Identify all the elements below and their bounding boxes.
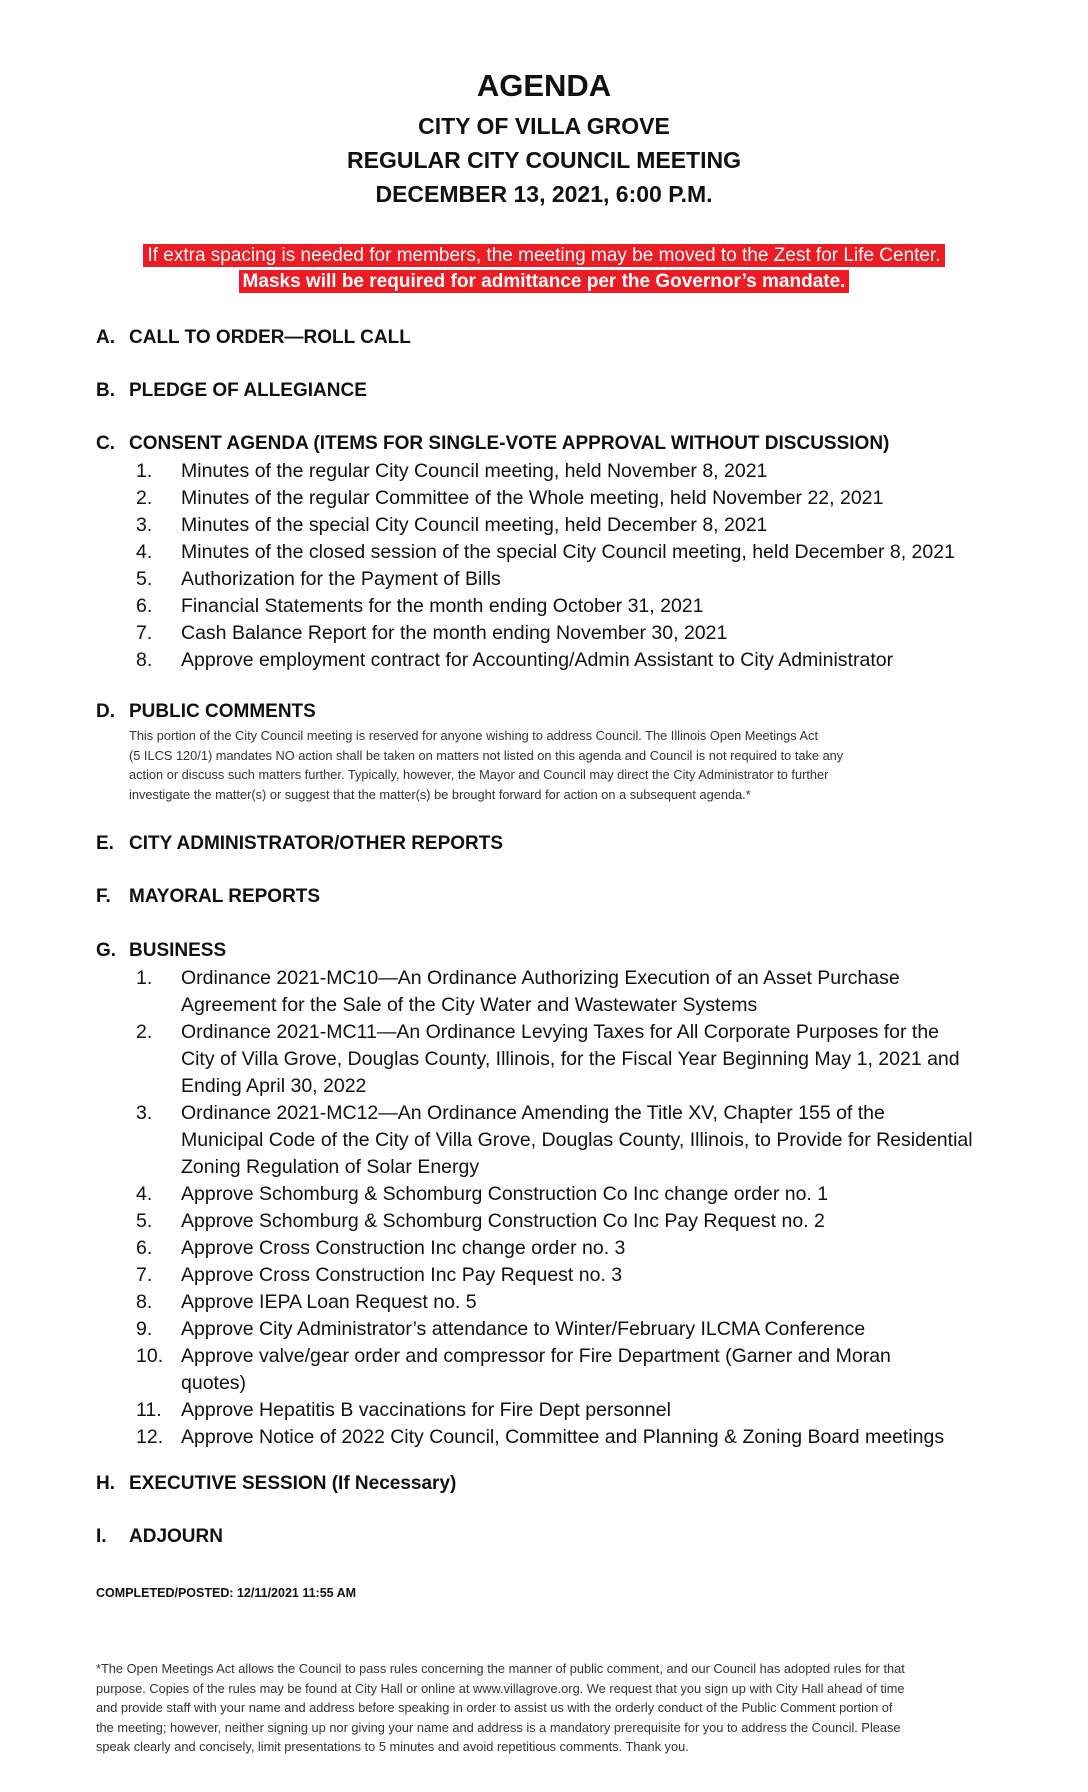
section-e-heading: E. CITY ADMINISTRATOR/OTHER REPORTS	[96, 833, 504, 854]
list-item: 7. Approve Cross Construction Inc Pay Request no. 3	[136, 1264, 623, 1286]
section-h-heading: H. EXECUTIVE SESSION (If Necessary)	[96, 1473, 457, 1494]
consent-agenda-list	[96, 458, 1002, 674]
list-item: 11. Approve Hepatitis B vaccinations for Fire Dept personnel	[136, 1399, 671, 1421]
list-item: 6. Financial Statements for the month ending October 31, 2021	[136, 595, 704, 617]
section-d-heading: D. PUBLIC COMMENTS	[96, 701, 316, 722]
list-item: 1. Ordinance 2021-MC10—An Ordinance Authorizing Execution of an Asset Purchase Agreement for the Sale of the City Water and Wastewater Systems	[136, 967, 900, 1016]
list-item: 4. Approve Schomburg & Schomburg Construction Co Inc change order no. 1	[136, 1183, 829, 1205]
business-list	[96, 965, 1002, 1451]
list-item: 12. Approve Notice of 2022 City Council, Committee and Planning & Zoning Board meetings	[136, 1426, 945, 1448]
list-item: 6. Approve Cross Construction Inc change order no. 3	[136, 1237, 626, 1259]
section-f-heading: F. MAYORAL REPORTS	[96, 886, 321, 907]
list-item: 3. Ordinance 2021-MC12—An Ordinance Amending the Title XV, Chapter 155 of the Municipal Code of the City of Villa Grove, Douglas County, Illinois, to Provide for Residential Zoning Regulation of Solar Energy	[136, 1102, 973, 1178]
list-item: 8. Approve IEPA Loan Request no. 5	[136, 1291, 477, 1313]
notice-masks: Masks will be required for admittance per the Governor’s mandate.	[0, 271, 1088, 293]
list-item: 2. Ordinance 2021-MC11—An Ordinance Levying Taxes for All Corporate Purposes for the City of Villa Grove, Douglas County, Illinois, for the Fiscal Year Beginning May 1, 2021 and Ending April 30, 2022	[136, 1021, 960, 1097]
list-item: 2. Minutes of the regular Committee of the Whole meeting, held November 22, 2021	[136, 487, 884, 509]
list-item: 5. Approve Schomburg & Schomburg Construction Co Inc Pay Request no. 2	[136, 1210, 825, 1232]
list-item: 10. Approve valve/gear order and compressor for Fire Department (Garner and Moran quotes)	[136, 1345, 891, 1394]
section-a-heading: A. CALL TO ORDER—ROLL CALL	[96, 327, 411, 348]
section-b-heading: B. PLEDGE OF ALLEGIANCE	[96, 380, 367, 401]
section-c-heading: C. CONSENT AGENDA (ITEMS FOR SINGLE-VOTE APPROVAL WITHOUT DISCUSSION)	[96, 433, 890, 454]
notice-location: If extra spacing is needed for members, the meeting may be moved to the Zest for Life Center.	[0, 245, 1088, 267]
list-item: 8. Approve employment contract for Accounting/Admin Assistant to City Administrator	[136, 649, 894, 671]
section-i-heading: I. ADJOURN	[96, 1526, 223, 1547]
list-item: 4. Minutes of the closed session of the special City Council meeting, held December 8, 2021	[136, 541, 955, 563]
agenda-title: AGENDA	[476, 68, 612, 103]
footnote: *The Open Meetings Act allows the Council to pass rules concerning the manner of public comment, and our Council has adopted rules for that purpose. Copies of the rules may be found at City Hall or online at www.villagrove.org. We request that you sign up with City Hall ahead of time and provide staff with your name and address before speaking in order to assist us with the orderly conduct of the Public Comment portion of the meeting; however, neither signing up nor giving your name and address is a mandatory prerequisite for you to address the Council. Please speak clearly and concisely, limit presentations to 5 minutes and avoid repetitious comments. Thank you.	[96, 1661, 905, 1754]
posted-timestamp: COMPLETED/POSTED: 12/11/2021 11:55 AM	[96, 1586, 357, 1600]
section-g-heading: G. BUSINESS	[96, 940, 227, 961]
list-item: 1. Minutes of the regular City Council meeting, held November 8, 2021	[136, 460, 768, 482]
list-item: 5. Authorization for the Payment of Bills	[136, 568, 501, 590]
list-item: 9. Approve City Administrator’s attendance to Winter/February ILCMA Conference	[136, 1318, 866, 1340]
list-item: 7. Cash Balance Report for the month ending November 30, 2021	[136, 622, 728, 644]
meeting-date: DECEMBER 13, 2021, 6:00 P.M.	[375, 181, 713, 207]
public-comments-text: This portion of the City Council meeting is reserved for anyone wishing to address Council. The Illinois Open Meetings Act (5 ILCS 120/1) mandates NO action shall be taken on matters not listed on this agenda and Council is not required to take any action or discuss such matters further. Typically, however, the Mayor and Council may direct the City Administrator to further investigate the matter(s) or suggest that the matter(s) be brought forward for action on a subsequent agenda.*	[129, 728, 844, 802]
city-name: CITY OF VILLA GROVE	[418, 113, 670, 139]
list-item: 3. Minutes of the special City Council meeting, held December 8, 2021	[136, 514, 768, 536]
meeting-type: REGULAR CITY COUNCIL MEETING	[347, 147, 741, 173]
